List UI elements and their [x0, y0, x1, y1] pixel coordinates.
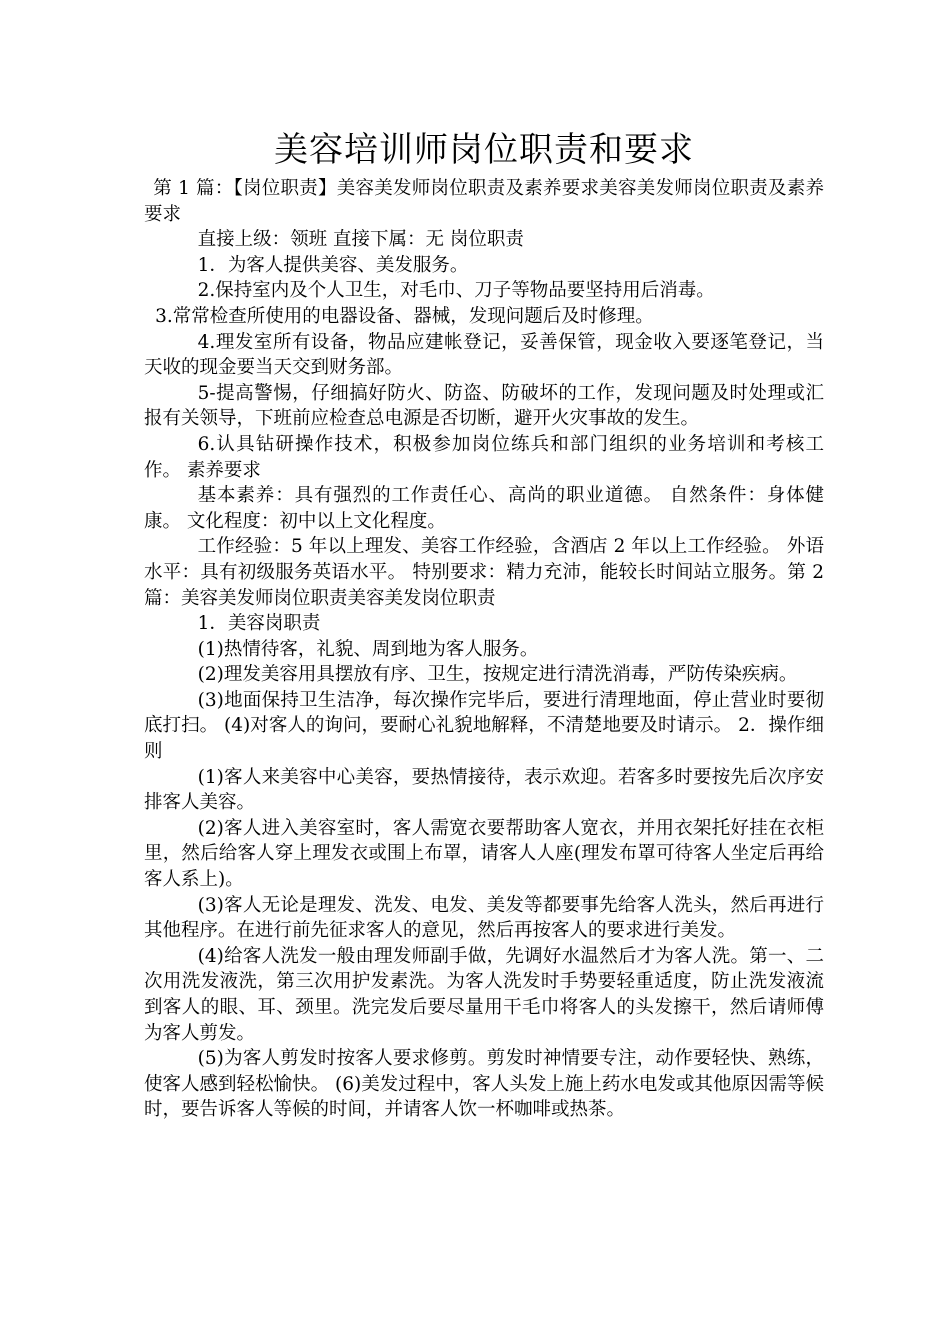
paragraph-reporting-line: 直接上级：领班 直接下属：无 岗位职责	[197, 229, 524, 251]
paragraph-beauty-duty-3: (3)地面保持卫生洁净，每次操作完毕后，要进行清理地面，停止营业时要彻底打扫。 (4)对客人的询问，要耐心礼貌地解释，不清楚地要及时请示。 2．操作细则	[144, 689, 824, 763]
paragraph-procedure-5: (5)为客人剪发时按客人要求修剪。剪发时神情要专注，动作要轻快、熟练，使客人感到轻松愉快。 (6)美发过程中，客人头发上施上药水电发或其他原因需等候时，要告诉客人等候的时间，并请客人饮一杯咖啡或热茶。	[144, 1048, 824, 1121]
paragraph-basic-qualities: 基本素养：具有强烈的工作责任心、高尚的职业道德。 自然条件：身体健康。 文化程度：初中以上文化程度。	[144, 485, 824, 532]
paragraph-procedure-4: (4)给客人洗发一般由理发师副手做，先调好水温然后才为客人洗。第一、二次用洗发液洗，第三次用护发素洗。为客人洗发时手势要轻重适度，防止洗发液流到客人的眼、耳、颈里。洗完发后要尽量用干毛巾将客人的头发擦干，然后请师傅为客人剪发。	[144, 945, 824, 1044]
paragraph-beauty-duties-heading: 1．美容岗职责	[197, 613, 321, 635]
paragraph-procedure-2: (2)客人进入美容室时，客人需宽衣要帮助客人宽衣，并用衣架托好挂在衣柜里，然后给客人穿上理发衣或围上布罩，请客人人座(理发布罩可待客人坐定后再给客人系上)。	[144, 817, 824, 891]
paragraph-procedure-1: (1)客人来美容中心美容，要热情接待，表示欢迎。若客多时要按先后次序安排客人美容。	[144, 766, 824, 814]
document-page	[144, 126, 824, 1123]
paragraph-part1-heading: 第 1 篇：【岗位职责】美容美发师岗位职责及素养要求美容美发师岗位职责及素养要求	[144, 178, 824, 225]
document-title: 美容培训师岗位职责和要求	[274, 130, 694, 170]
paragraph-duty-4: 4.理发室所有设备，物品应建帐登记，妥善保管，现金收入要逐笔登记，当天收的现金要当天交到财务部。	[144, 331, 824, 379]
paragraph-work-experience: 工作经验：5 年以上理发、美容工作经验，含酒店 2 年以上工作经验。 外语水平：具有初级服务英语水平。 特别要求：精力充沛，能较长时间站立服务。第 2 篇：美容美发师岗位职责美容美发岗位职责	[144, 536, 824, 609]
paragraph-duty-6: 6.认具钻研操作技术，积极参加岗位练兵和部门组织的业务培训和考核工作。 素养要求	[144, 433, 824, 481]
paragraph-beauty-duty-1: (1)热情待客，礼貌、周到地为客人服务。	[197, 638, 539, 660]
paragraph-duty-1: 1．为客人提供美容、美发服务。	[197, 254, 469, 276]
paragraph-duty-5: 5-提高警惕，仔细搞好防火、防盗、防破坏的工作，发现问题及时处理或汇报有关领导，下班前应检查总电源是否切断，避开火灾事故的发生。	[144, 382, 824, 430]
paragraph-duty-2: 2.保持室内及个人卫生，对毛巾、刀子等物品要坚持用后消毒。	[197, 280, 715, 302]
paragraph-beauty-duty-2: (2)理发美容用具摆放有序、卫生，按规定进行清洗消毒，严防传染疾病。	[197, 664, 798, 686]
paragraph-procedure-3: (3)客人无论是理发、洗发、电发、美发等都要事先给客人洗头，然后再进行其他程序。在进行前先征求客人的意见，然后再按客人的要求进行美发。	[144, 894, 824, 942]
paragraph-duty-3: 3.常常检查所使用的电器设备、器械，发现问题后及时修理。	[155, 305, 654, 327]
